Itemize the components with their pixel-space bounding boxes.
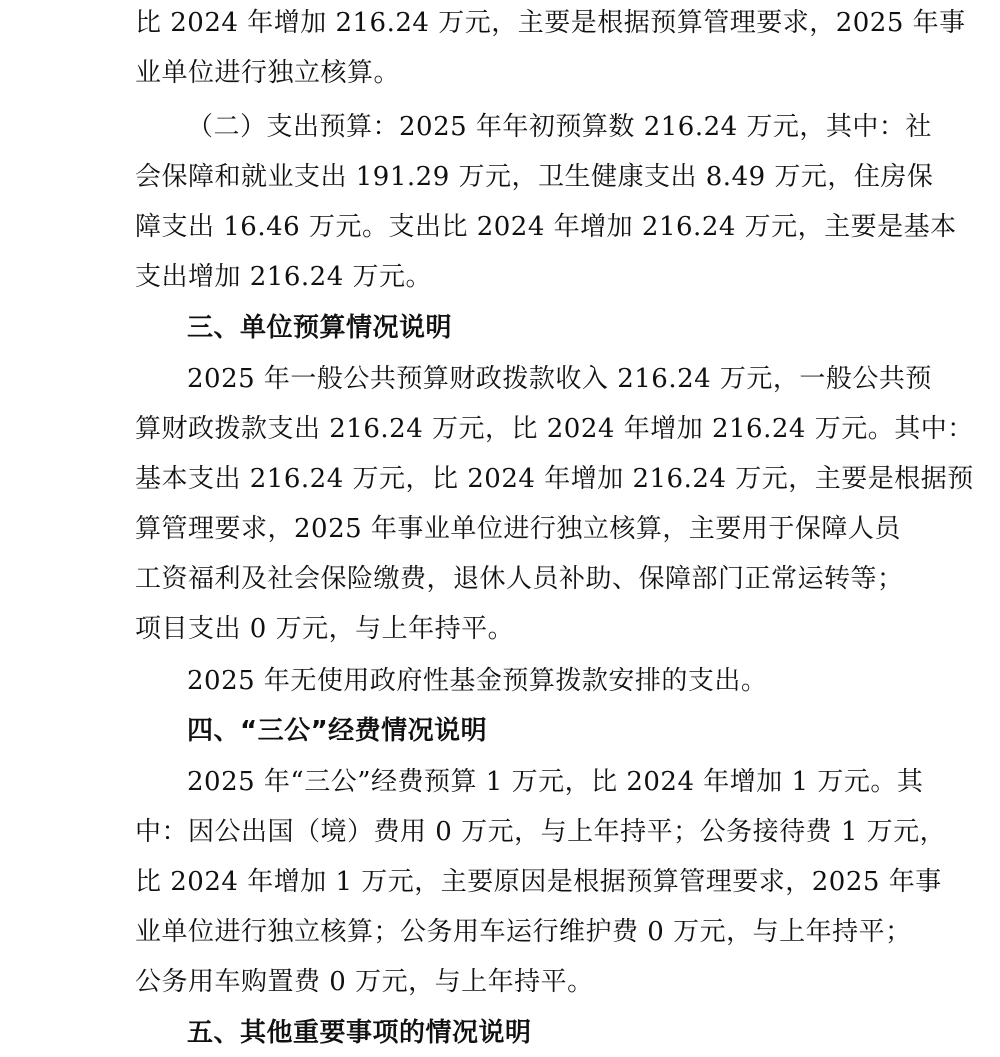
section-heading: 三、单位预算情况说明: [187, 313, 453, 343]
paragraph-line: 比 2024 年增加 1 万元，主要原因是根据预算管理要求，2025 年事: [135, 867, 942, 897]
paragraph-line: 2025 年一般公共预算财政拨款收入 216.24 万元，一般公共预: [187, 364, 932, 394]
paragraph-line: 2025 年“三公”经费预算 1 万元，比 2024 年增加 1 万元。其: [187, 767, 924, 797]
paragraph-line: （二）支出预算：2025 年年初预算数 216.24 万元，其中：社: [187, 112, 932, 142]
paragraph-line: 基本支出 216.24 万元，比 2024 年增加 216.24 万元，主要是根据预: [135, 464, 974, 494]
paragraph-line: 支出增加 216.24 万元。: [135, 262, 433, 292]
paragraph-line: 算财政拨款支出 216.24 万元，比 2024 年增加 216.24 万元。其中：: [135, 414, 974, 444]
paragraph-line: 中：因公出国（境）费用 0 万元，与上年持平；公务接待费 1 万元，: [135, 817, 947, 847]
section-heading: 五、其他重要事项的情况说明: [187, 1018, 532, 1048]
section-heading: 四、“三公”经费情况说明: [187, 716, 488, 746]
paragraph-line: 项目支出 0 万元，与上年持平。: [135, 614, 515, 644]
paragraph-line: 障支出 16.46 万元。支出比 2024 年增加 216.24 万元，主要是基本: [135, 212, 957, 242]
paragraph-line: 公务用车购置费 0 万元，与上年持平。: [135, 967, 594, 997]
paragraph-line: 业单位进行独立核算；公务用车运行维护费 0 万元，与上年持平；: [135, 917, 912, 947]
paragraph-line: 业单位进行独立核算。: [135, 58, 401, 88]
paragraph-line: 算管理要求，2025 年事业单位进行独立核算，主要用于保障人员: [135, 514, 901, 544]
paragraph-line: 2025 年无使用政府性基金预算拨款安排的支出。: [187, 666, 768, 696]
paragraph-line: 工资福利及社会保险缴费，退休人员补助、保障部门正常运转等；: [135, 564, 904, 594]
paragraph-line: 比 2024 年增加 216.24 万元，主要是根据预算管理要求，2025 年事: [135, 8, 966, 38]
paragraph-line: 会保障和就业支出 191.29 万元，卫生健康支出 8.49 万元，住房保: [135, 162, 934, 192]
